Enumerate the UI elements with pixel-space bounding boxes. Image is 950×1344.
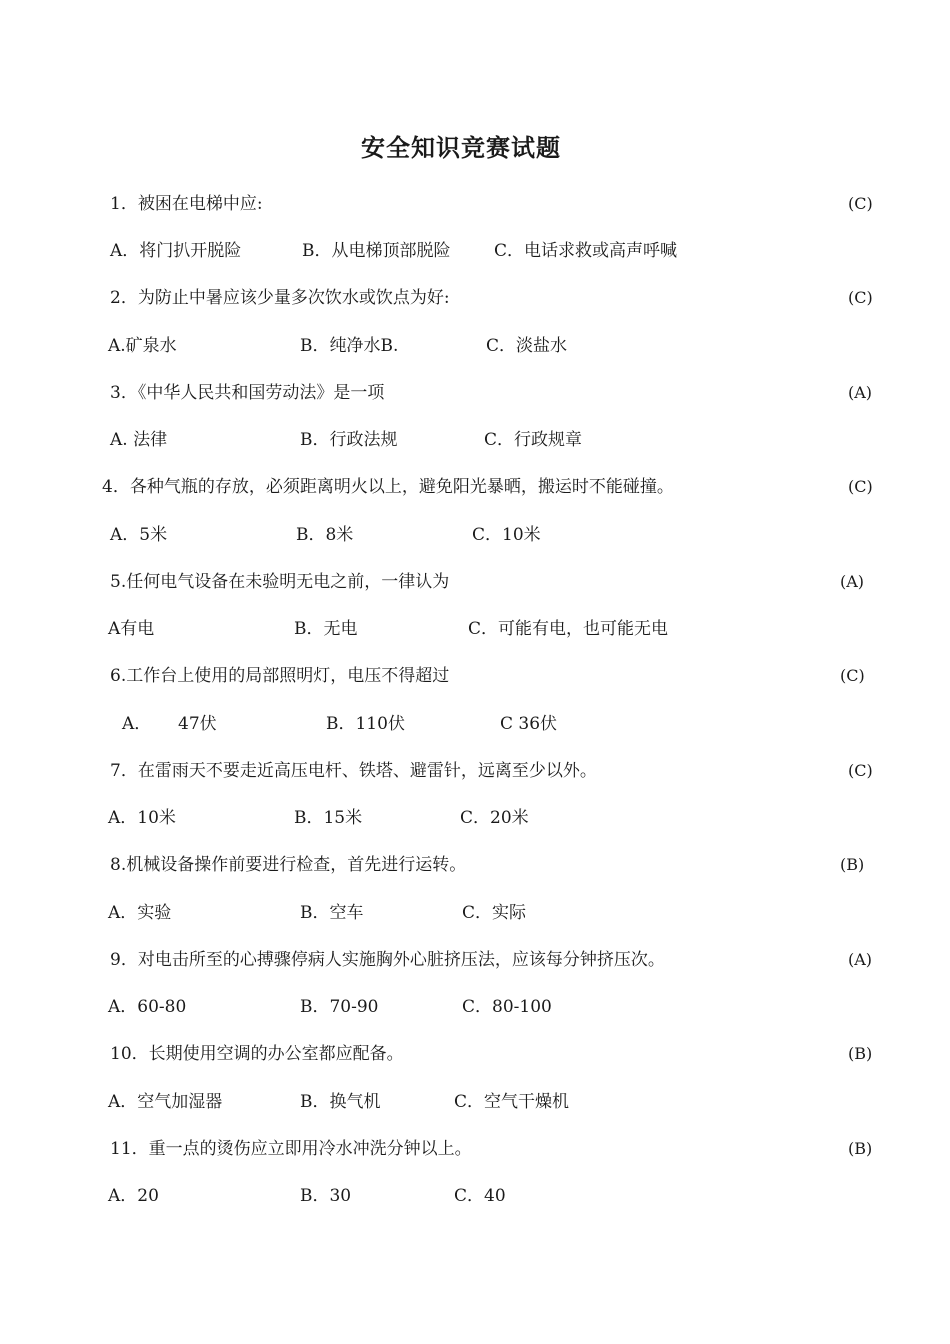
question-2-option-b: B．纯净水B. bbox=[300, 336, 399, 356]
question-8-option-a: A．实验 bbox=[108, 903, 172, 923]
question-6-text: 6.工作台上使用的局部照明灯，电压不得超过 bbox=[110, 666, 450, 686]
question-2-option-c: C．淡盐水 bbox=[486, 336, 568, 356]
question-4-option-b: B．8米 bbox=[296, 525, 354, 545]
question-6-option-c: C 36伏 bbox=[500, 714, 558, 734]
question-5-answer: (A) bbox=[840, 572, 865, 591]
question-7-text: 7．在雷雨天不要走近高压电杆、铁塔、避雷针，远离至少以外。 bbox=[110, 761, 597, 781]
question-8-option-b: B．空车 bbox=[300, 903, 364, 923]
question-9-option-c: C．80-100 bbox=[462, 997, 552, 1017]
question-11-option-c: C．40 bbox=[454, 1186, 506, 1206]
question-8-option-c: C．实际 bbox=[462, 903, 527, 923]
question-2-option-a: A.矿泉水 bbox=[108, 336, 177, 356]
question-9-text: 9．对电击所至的心搏骤停病人实施胸外心脏挤压法，应该每分钟挤压次。 bbox=[110, 950, 665, 970]
question-2-text: 2．为防止中暑应该少量多次饮水或饮点为好: bbox=[110, 288, 450, 308]
question-1-answer: (C) bbox=[848, 194, 873, 213]
question-5-option-b: B．无电 bbox=[294, 619, 358, 639]
question-6-option-b: B．110伏 bbox=[326, 714, 405, 734]
question-8-answer: (B) bbox=[840, 855, 865, 874]
question-4-answer: (C) bbox=[848, 477, 873, 496]
question-10-option-b: B．换气机 bbox=[300, 1092, 381, 1112]
question-1-option-b: B．从电梯顶部脱险 bbox=[302, 241, 451, 261]
question-9-answer: (A) bbox=[848, 950, 873, 969]
question-6-option-a: A． bbox=[122, 714, 152, 734]
question-5-text: 5.任何电气设备在未验明无电之前，一律认为 bbox=[110, 572, 450, 592]
question-11-text: 11．重一点的烫伤应立即用冷水冲洗分钟以上。 bbox=[110, 1139, 472, 1159]
question-3-option-a: A. 法律 bbox=[110, 430, 168, 450]
question-10-text: 10．长期使用空调的办公室都应配备。 bbox=[110, 1044, 404, 1064]
question-10-answer: (B) bbox=[848, 1044, 873, 1063]
question-3-text: 3．《中华人民共和国劳动法》是一项 bbox=[110, 383, 385, 403]
question-10-option-a: A．空气加湿器 bbox=[108, 1092, 223, 1112]
question-11-option-b: B．30 bbox=[300, 1186, 352, 1206]
question-5-option-a: A有电 bbox=[108, 619, 155, 639]
page-title: 安全知识竞赛试题 bbox=[361, 133, 561, 162]
question-6-option-a-value: 47伏 bbox=[178, 714, 217, 734]
question-1-text: 1．被困在电梯中应: bbox=[110, 194, 263, 214]
question-3-option-b: B．行政法规 bbox=[300, 430, 398, 450]
question-4-option-c: C．10米 bbox=[472, 525, 541, 545]
question-10-option-c: C．空气干燥机 bbox=[454, 1092, 570, 1112]
question-7-option-a: A．10米 bbox=[108, 808, 176, 828]
question-1-option-a: A．将门扒开脱险 bbox=[110, 241, 242, 261]
question-4-option-a: A．5米 bbox=[110, 525, 168, 545]
question-6-answer: (C) bbox=[840, 666, 865, 685]
question-2-answer: (C) bbox=[848, 288, 873, 307]
question-3-option-c: C．行政规章 bbox=[484, 430, 583, 450]
question-5-option-c: C．可能有电，也可能无电 bbox=[468, 619, 669, 639]
question-11-answer: (B) bbox=[848, 1139, 873, 1158]
question-8-text: 8.机械设备操作前要进行检查，首先进行运转。 bbox=[110, 855, 467, 875]
question-1-option-c: C．电话求救或高声呼喊 bbox=[494, 241, 678, 261]
question-9-option-b: B．70-90 bbox=[300, 997, 379, 1017]
question-11-option-a: A．20 bbox=[108, 1186, 159, 1206]
question-7-answer: (C) bbox=[848, 761, 873, 780]
question-3-answer: (A) bbox=[848, 383, 873, 402]
question-4-text: 4．各种气瓶的存放，必须距离明火以上，避免阳光暴晒，搬运时不能碰撞。 bbox=[102, 477, 674, 497]
question-7-option-c: C．20米 bbox=[460, 808, 529, 828]
question-7-option-b: B．15米 bbox=[294, 808, 363, 828]
question-9-option-a: A．60-80 bbox=[108, 997, 187, 1017]
